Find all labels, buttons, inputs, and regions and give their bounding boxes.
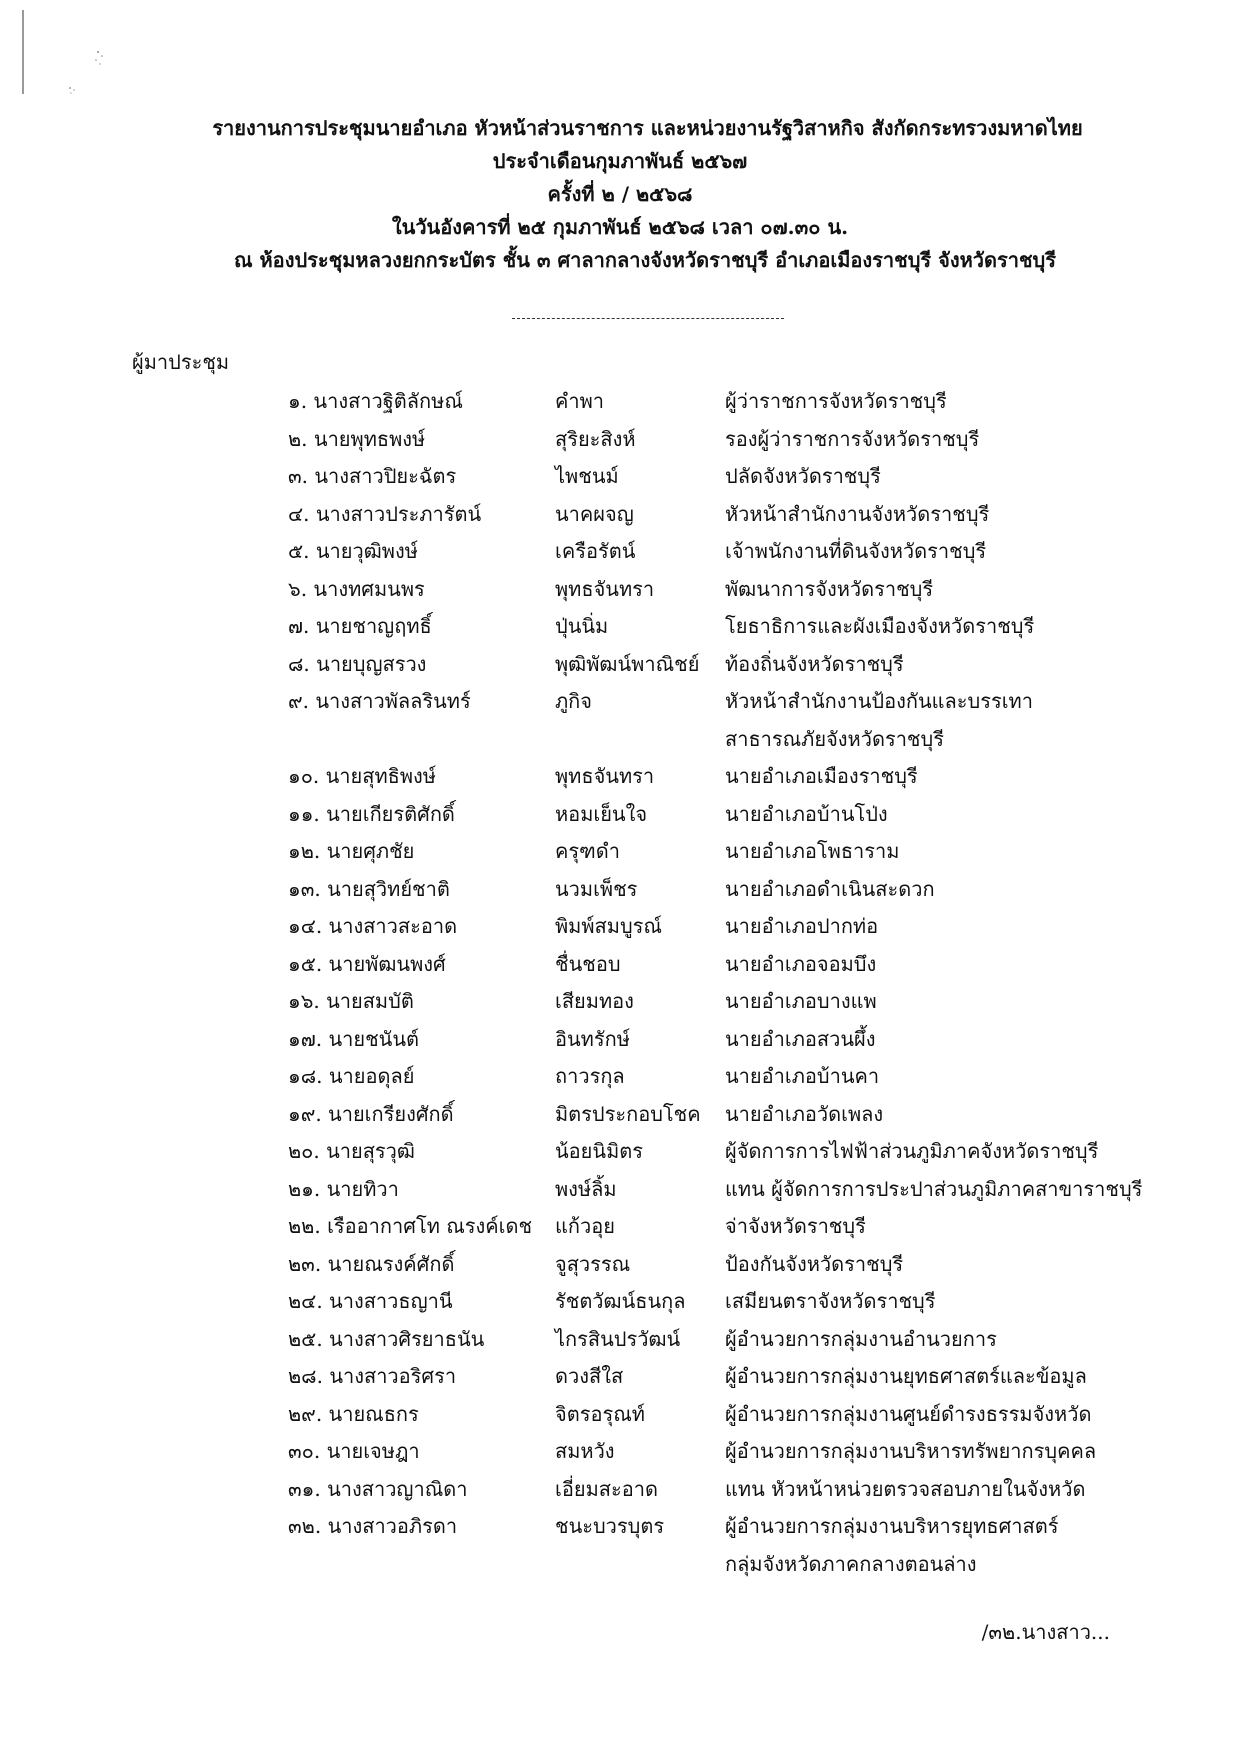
attendee-surname: ชื่นชอบ bbox=[555, 951, 621, 976]
attendee-surname: คำพา bbox=[555, 389, 605, 413]
attendee-name: ๗. นายชาญฤทธิ์ bbox=[288, 614, 432, 638]
attendee-surname: พุทธจันทรา bbox=[555, 576, 655, 601]
attendee-name: ๒๔. นางสาวธญานี bbox=[288, 1289, 453, 1313]
attendee-position: เสมียนตราจังหวัดราชบุรี bbox=[725, 1289, 936, 1313]
attendee-row bbox=[0, 1133, 1240, 1171]
attendee-surname: พุทธจันทรา bbox=[555, 764, 655, 788]
attendee-surname: จูสุวรรณ bbox=[555, 1251, 631, 1276]
attendee-position: ผู้จัดการการไฟฟ้าส่วนภูมิภาคจังหวัดราชบุรี bbox=[725, 1139, 1099, 1163]
attendee-row bbox=[0, 1471, 1240, 1509]
attendee-name: ๒๕. นางสาวศิรยาธนัน bbox=[288, 1326, 485, 1351]
attendee-surname: ถาวรกุล bbox=[555, 1064, 625, 1088]
attendee-surname: พุฒิพัฒน์พาณิชย์ bbox=[555, 651, 700, 676]
attendee-surname: ครุฑดำ bbox=[555, 839, 620, 863]
document-title: รายงานการประชุมนายอำเภอ หัวหน้าส่วนราชการ และหน่วยงานรัฐวิสาหกิจ สังกัดกระทรวงมหาดไทย bbox=[212, 116, 1083, 140]
attendee-position: นายอำเภอสวนผึ้ง bbox=[725, 1026, 876, 1051]
attendee-position: หัวหน้าสำนักงานป้องกันและบรรเทา bbox=[725, 689, 1033, 713]
attendee-row bbox=[0, 1021, 1240, 1059]
attendee-row bbox=[0, 571, 1240, 609]
attendee-surname: มิตรประกอบโชค bbox=[555, 1101, 701, 1126]
attendee-position: แทน หัวหน้าหน่วยตรวจสอบภายในจังหวัด bbox=[725, 1476, 1086, 1501]
attendee-name: ๓๒. นางสาวอภิรดา bbox=[288, 1514, 458, 1538]
attendee-row bbox=[0, 458, 1240, 496]
attendee-position: หัวหน้าสำนักงานจังหวัดราชบุรี bbox=[725, 501, 990, 526]
attendee-row bbox=[0, 1171, 1240, 1209]
attendee-surname: เสียมทอง bbox=[555, 989, 634, 1013]
attendee-list bbox=[0, 383, 1240, 1583]
attendee-position: ผู้อำนวยการกลุ่มงานบริหารยุทธศาสตร์ bbox=[725, 1514, 1059, 1538]
attendee-surname: หอมเย็นใจ bbox=[555, 801, 648, 826]
attendee-position: ผู้อำนวยการกลุ่มงานศูนย์ดำรงธรรมจังหวัด bbox=[725, 1401, 1092, 1426]
attendee-surname: พงษ์ลิ้ม bbox=[555, 1176, 617, 1201]
attendee-row bbox=[0, 1208, 1240, 1246]
attendee-surname: เอี่ยมสะอาด bbox=[555, 1476, 658, 1501]
attendee-name: ๑๑. นายเกียรติศักดิ์ bbox=[288, 801, 455, 826]
attendee-name: ๑. นางสาวฐิติลักษณ์ bbox=[288, 389, 463, 413]
meeting-datetime: ในวันอังคารที่ ๒๕ กุมภาพันธ์ ๒๕๖๘ เวลา ๐๗.๓๐ น. bbox=[391, 215, 849, 239]
attendee-position: ปลัดจังหวัดราชบุรี bbox=[725, 464, 881, 488]
attendee-name: ๓๐. นายเจษฎา bbox=[288, 1439, 420, 1463]
attendee-name: ๑๙. นายเกรียงศักดิ์ bbox=[288, 1101, 454, 1126]
attendee-row bbox=[0, 1058, 1240, 1096]
attendee-surname: ดวงสีใส bbox=[555, 1364, 624, 1388]
attendee-position: นายอำเภอบางแพ bbox=[725, 989, 877, 1013]
attendee-surname: สุริยะสิงห์ bbox=[555, 426, 636, 451]
attendee-name: ๔. นางสาวประภารัตน์ bbox=[288, 501, 482, 526]
attendee-name: ๓. นางสาวปิยะฉัตร bbox=[288, 464, 457, 488]
attendee-row bbox=[0, 1246, 1240, 1284]
attendee-row bbox=[0, 683, 1240, 758]
attendee-position: นายอำเภอดำเนินสะดวก bbox=[725, 876, 935, 901]
attendee-surname: ภูกิจ bbox=[555, 689, 593, 713]
attendee-row bbox=[0, 1508, 1240, 1583]
attendee-position: นายอำเภอปากท่อ bbox=[725, 914, 879, 938]
attendee-position: นายอำเภอวัดเพลง bbox=[725, 1101, 884, 1126]
attendee-position: เจ้าพนักงานที่ดินจังหวัดราชบุรี bbox=[725, 539, 987, 563]
attendee-surname: ไพชนม์ bbox=[555, 464, 619, 488]
attendee-position: ท้องถิ่นจังหวัดราชบุรี bbox=[725, 651, 904, 676]
attendee-name: ๑๗. นายชนันต์ bbox=[288, 1026, 419, 1051]
continuation-note: /๓๒.นางสาว... bbox=[981, 1620, 1110, 1644]
attendee-row bbox=[0, 946, 1240, 984]
meeting-venue: ณ ห้องประชุมหลวงยกกระบัตร ชั้น ๓ ศาลากลางจังหวัดราชบุรี อำเภอเมืองราชบุรี จังหวัดราชบุรี bbox=[233, 248, 1056, 272]
document-header bbox=[0, 112, 1240, 277]
attendee-name: ๙. นางสาวพัลลรินทร์ bbox=[288, 689, 471, 713]
document-subtitle: ประจำเดือนกุมภาพันธ์ ๒๕๖๗ bbox=[492, 149, 748, 173]
scan-artifact bbox=[68, 48, 128, 108]
attendee-row bbox=[0, 1283, 1240, 1321]
attendee-position: นายอำเภอบ้านคา bbox=[725, 1064, 880, 1088]
attendee-row bbox=[0, 1433, 1240, 1471]
attendee-position: ผู้อำนวยการกลุ่มงานอำนวยการ bbox=[725, 1326, 997, 1351]
attendee-row bbox=[0, 833, 1240, 871]
header-divider bbox=[512, 318, 784, 319]
attendee-row bbox=[0, 421, 1240, 459]
attendee-row bbox=[0, 796, 1240, 834]
attendee-surname: นวมเพ็ชร bbox=[555, 876, 638, 901]
meeting-session: ครั้งที่ ๒ / ๒๕๖๘ bbox=[547, 182, 693, 206]
attendee-row bbox=[0, 983, 1240, 1021]
attendee-position: รองผู้ว่าราชการจังหวัดราชบุรี bbox=[725, 426, 980, 451]
attendee-surname: รัชตวัฒน์ธนกุล bbox=[555, 1289, 686, 1313]
attendee-name: ๒๒. เรืออากาศโท ณรงค์เดช bbox=[288, 1214, 533, 1238]
attendee-row bbox=[0, 646, 1240, 684]
attendee-surname: แก้วอุย bbox=[555, 1214, 615, 1238]
attendee-surname: ปุ่นนิ่ม bbox=[555, 614, 609, 638]
attendee-surname: น้อยนิมิตร bbox=[555, 1139, 643, 1163]
attendee-surname: ชนะบวรบุตร bbox=[555, 1514, 665, 1538]
attendee-name: ๑๒. นายศุภชัย bbox=[288, 839, 415, 863]
attendee-surname: ไกรสินปรวัฒน์ bbox=[555, 1326, 681, 1351]
attendee-name: ๒๑. นายทิวา bbox=[288, 1176, 399, 1201]
attendee-row bbox=[0, 608, 1240, 646]
attendee-name: ๒๙. นายณธกร bbox=[288, 1401, 419, 1426]
attendee-position: นายอำเภอบ้านโป่ง bbox=[725, 801, 888, 826]
scan-edge-mark bbox=[22, 10, 24, 94]
attendee-name: ๑๕. นายพัฒนพงศ์ bbox=[288, 951, 446, 976]
attendee-position-continued: สาธารณภัยจังหวัดราชบุรี bbox=[725, 726, 944, 751]
attendee-name: ๒๘. นางสาวอริศรา bbox=[288, 1364, 457, 1388]
attendee-name: ๑๓. นายสุวิทย์ชาติ bbox=[288, 876, 450, 901]
attendee-name: ๑๖. นายสมบัติ bbox=[288, 989, 414, 1013]
attendee-name: ๕. นายวุฒิพงษ์ bbox=[288, 539, 418, 563]
attendee-row bbox=[0, 496, 1240, 534]
attendee-surname: สมหวัง bbox=[555, 1439, 615, 1463]
attendee-position: นายอำเภอเมืองราชบุรี bbox=[725, 764, 918, 788]
attendee-row bbox=[0, 1096, 1240, 1134]
attendee-position: จ่าจังหวัดราชบุรี bbox=[725, 1214, 866, 1238]
attendee-position: ผู้ว่าราชการจังหวัดราชบุรี bbox=[725, 389, 947, 413]
attendee-name: ๒๓. นายณรงค์ศักดิ์ bbox=[288, 1251, 455, 1276]
attendees-heading: ผู้มาประชุม bbox=[132, 350, 230, 374]
attendee-surname: พิมพ์สมบูรณ์ bbox=[555, 914, 662, 938]
attendee-name: ๒. นายพุทธพงษ์ bbox=[288, 426, 426, 451]
attendee-row bbox=[0, 383, 1240, 421]
attendee-name: ๘. นายบุญสรวง bbox=[288, 651, 427, 676]
attendee-name: ๓๑. นางสาวญาณิดา bbox=[288, 1476, 468, 1501]
attendee-name: ๑๐. นายสุทธิพงษ์ bbox=[288, 764, 436, 788]
attendee-row bbox=[0, 908, 1240, 946]
attendee-position: พัฒนาการจังหวัดราชบุรี bbox=[725, 576, 934, 601]
attendee-name: ๖. นางทศมนพร bbox=[288, 576, 425, 601]
attendee-row bbox=[0, 1321, 1240, 1359]
attendee-position: โยธาธิการและผังเมืองจังหวัดราชบุรี bbox=[725, 614, 1035, 638]
attendee-row bbox=[0, 871, 1240, 909]
attendee-surname: นาคผจญ bbox=[555, 501, 634, 526]
attendee-surname: อินทรักษ์ bbox=[555, 1026, 630, 1051]
attendee-row bbox=[0, 1358, 1240, 1396]
attendee-position: แทน ผู้จัดการการประปาส่วนภูมิภาคสาขาราชบุรี bbox=[725, 1176, 1143, 1201]
attendee-position-continued: กลุ่มจังหวัดภาคกลางตอนล่าง bbox=[725, 1551, 977, 1576]
attendee-row bbox=[0, 533, 1240, 571]
attendee-row bbox=[0, 758, 1240, 796]
attendee-position: ผู้อำนวยการกลุ่มงานยุทธศาสตร์และข้อมูล bbox=[725, 1364, 1087, 1388]
attendee-position: ผู้อำนวยการกลุ่มงานบริหารทรัพยากรบุคคล bbox=[725, 1439, 1097, 1463]
attendee-name: ๑๔. นางสาวสะอาด bbox=[288, 914, 458, 938]
attendee-position: ป้องกันจังหวัดราชบุรี bbox=[725, 1251, 904, 1276]
attendee-name: ๑๘. นายอดุลย์ bbox=[288, 1064, 415, 1088]
attendee-name: ๒๐. นายสุรวุฒิ bbox=[288, 1139, 415, 1163]
attendee-surname: จิตรอรุณท์ bbox=[555, 1401, 645, 1426]
attendee-position: นายอำเภอจอมบึง bbox=[725, 951, 877, 976]
attendee-row bbox=[0, 1396, 1240, 1434]
attendee-surname: เครือรัตน์ bbox=[555, 539, 636, 563]
attendee-position: นายอำเภอโพธาราม bbox=[725, 839, 900, 863]
